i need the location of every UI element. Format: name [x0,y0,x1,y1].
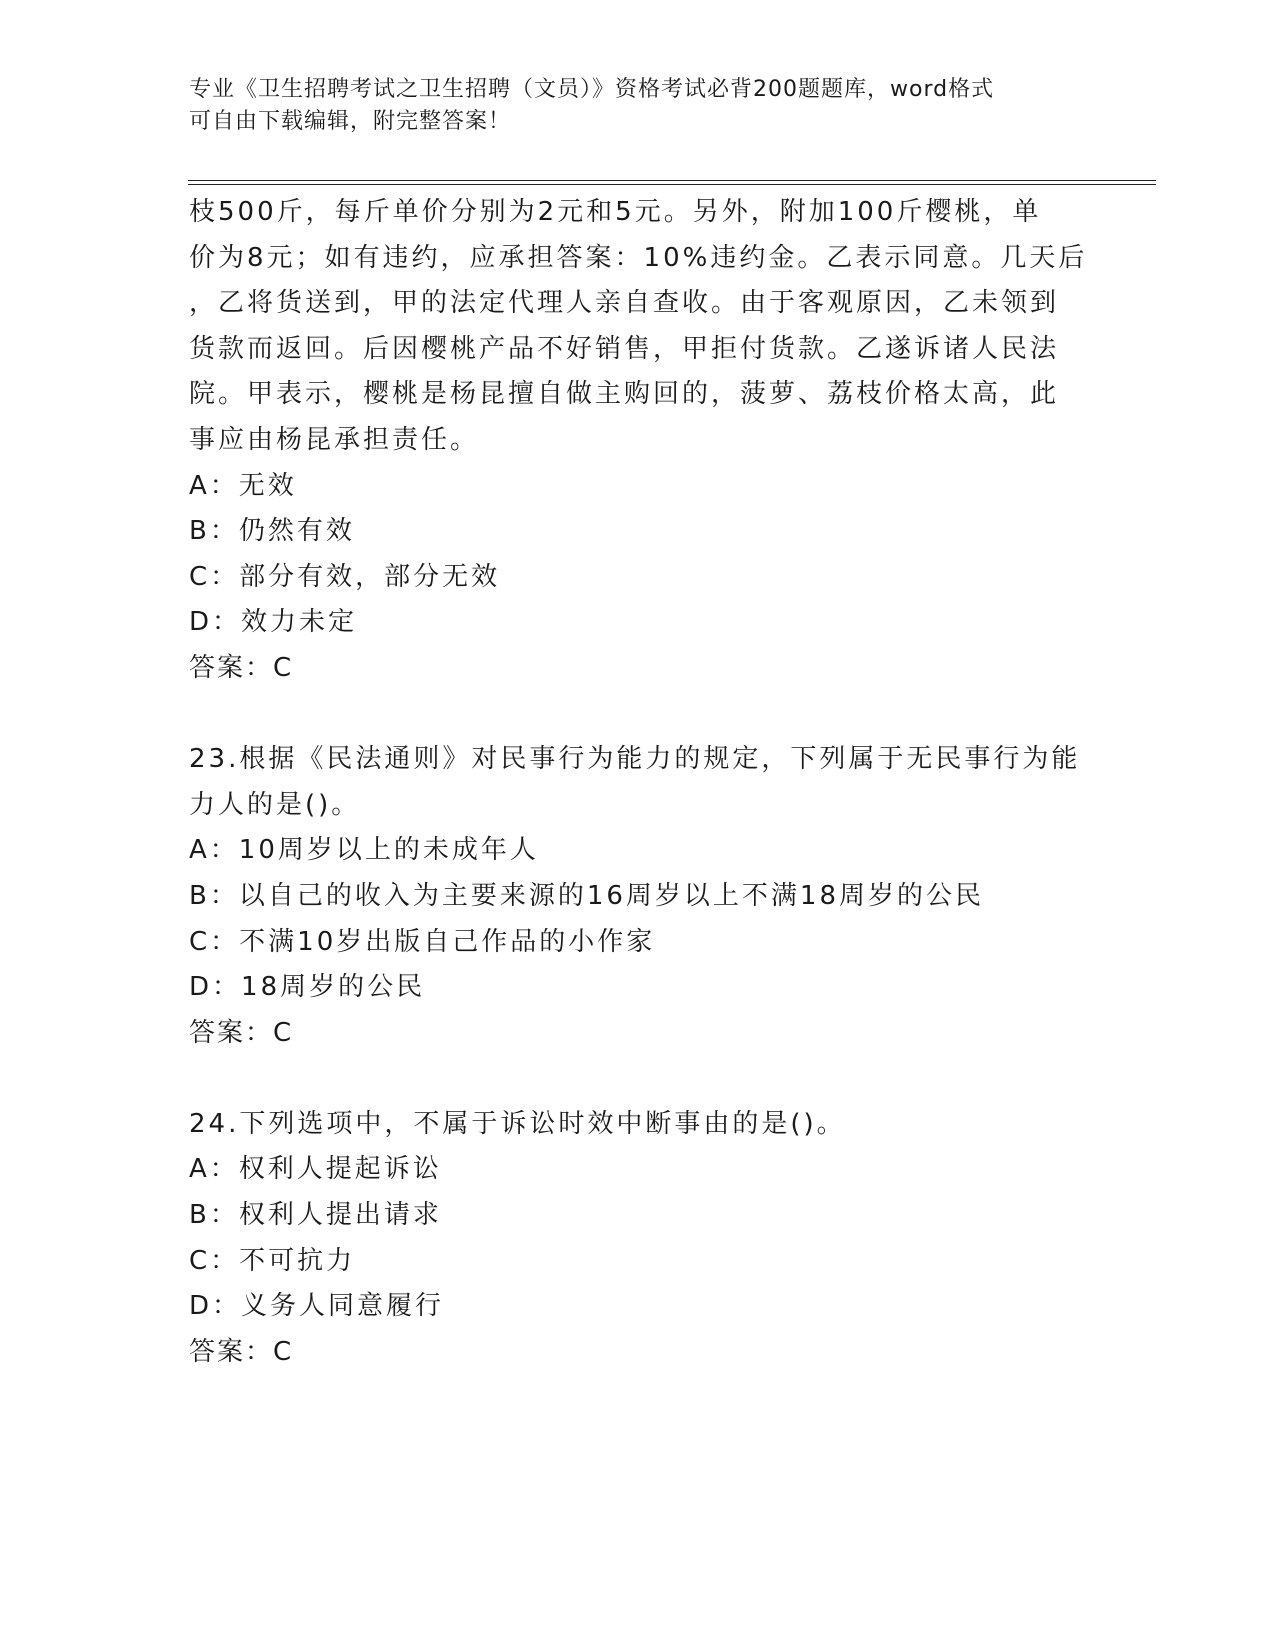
option-a: A：无效 [189,470,297,501]
question-text-line: ，乙将货送到，甲的法定代理人亲自查收。由于客观原因，乙未领到 [189,288,1060,319]
option-c: C：不满10岁出版自己作品的小作家 [189,926,656,957]
answer-line: 答案：C [189,1336,294,1367]
document-header [189,74,1089,138]
spacer [189,692,1089,738]
header-divider-top [188,180,1156,181]
spacer [189,1056,1089,1102]
question-block-24 [189,1102,1089,1376]
question-text-line: 枝500斤，每斤单价分别为2元和5元。另外，附加100斤樱桃，单 [189,197,1042,227]
option-b: B：仍然有效 [189,516,355,547]
question-text-line: 价为8元；如有违约，应承担答案：10%违约金。乙表示同意。几天后 [189,242,1088,273]
option-a: A：10周岁以上的未成年人 [189,835,539,866]
question-text-line: 货款而返回。后因樱桃产品不好销售，甲拒付货款。乙遂诉诸人民法 [189,333,1060,364]
header-line: 专业《卫生招聘考试之卫生招聘（文员）》资格考试必背200题题库，word格式 [189,77,995,102]
answer-line: 答案：C [189,1017,294,1048]
option-b: B：权利人提出请求 [189,1200,442,1231]
answer-line: 答案：C [189,652,294,683]
question-text-line: 24.下列选项中，不属于诉讼时效中断事由的是()。 [189,1108,846,1139]
question-text-line: 23.根据《民法通则》对民事行为能力的规定，下列属于无民事行为能 [189,744,1081,775]
question-content [189,190,1089,1375]
question-text-line: 院。甲表示，樱桃是杨昆擅自做主购回的，菠萝、荔枝价格太高，此 [189,379,1060,410]
option-d: D：18周岁的公民 [189,972,426,1003]
header-divider-bottom [188,184,1156,185]
question-block-23 [189,737,1089,1056]
option-b: B：以自己的收入为主要来源的16周岁以上不满18周岁的公民 [189,880,985,911]
option-a: A：权利人提起诉讼 [189,1154,442,1185]
option-c: C：不可抗力 [189,1245,356,1276]
option-d: D：效力未定 [189,607,358,638]
question-block-continued [189,190,1089,692]
question-text-line: 力人的是()。 [189,789,361,820]
question-text-line: 事应由杨昆承担责任。 [189,424,480,455]
option-c: C：部分有效，部分无效 [189,561,501,592]
option-d: D：义务人同意履行 [189,1291,445,1322]
header-line: 可自由下载编辑，附完整答案！ [189,109,512,134]
